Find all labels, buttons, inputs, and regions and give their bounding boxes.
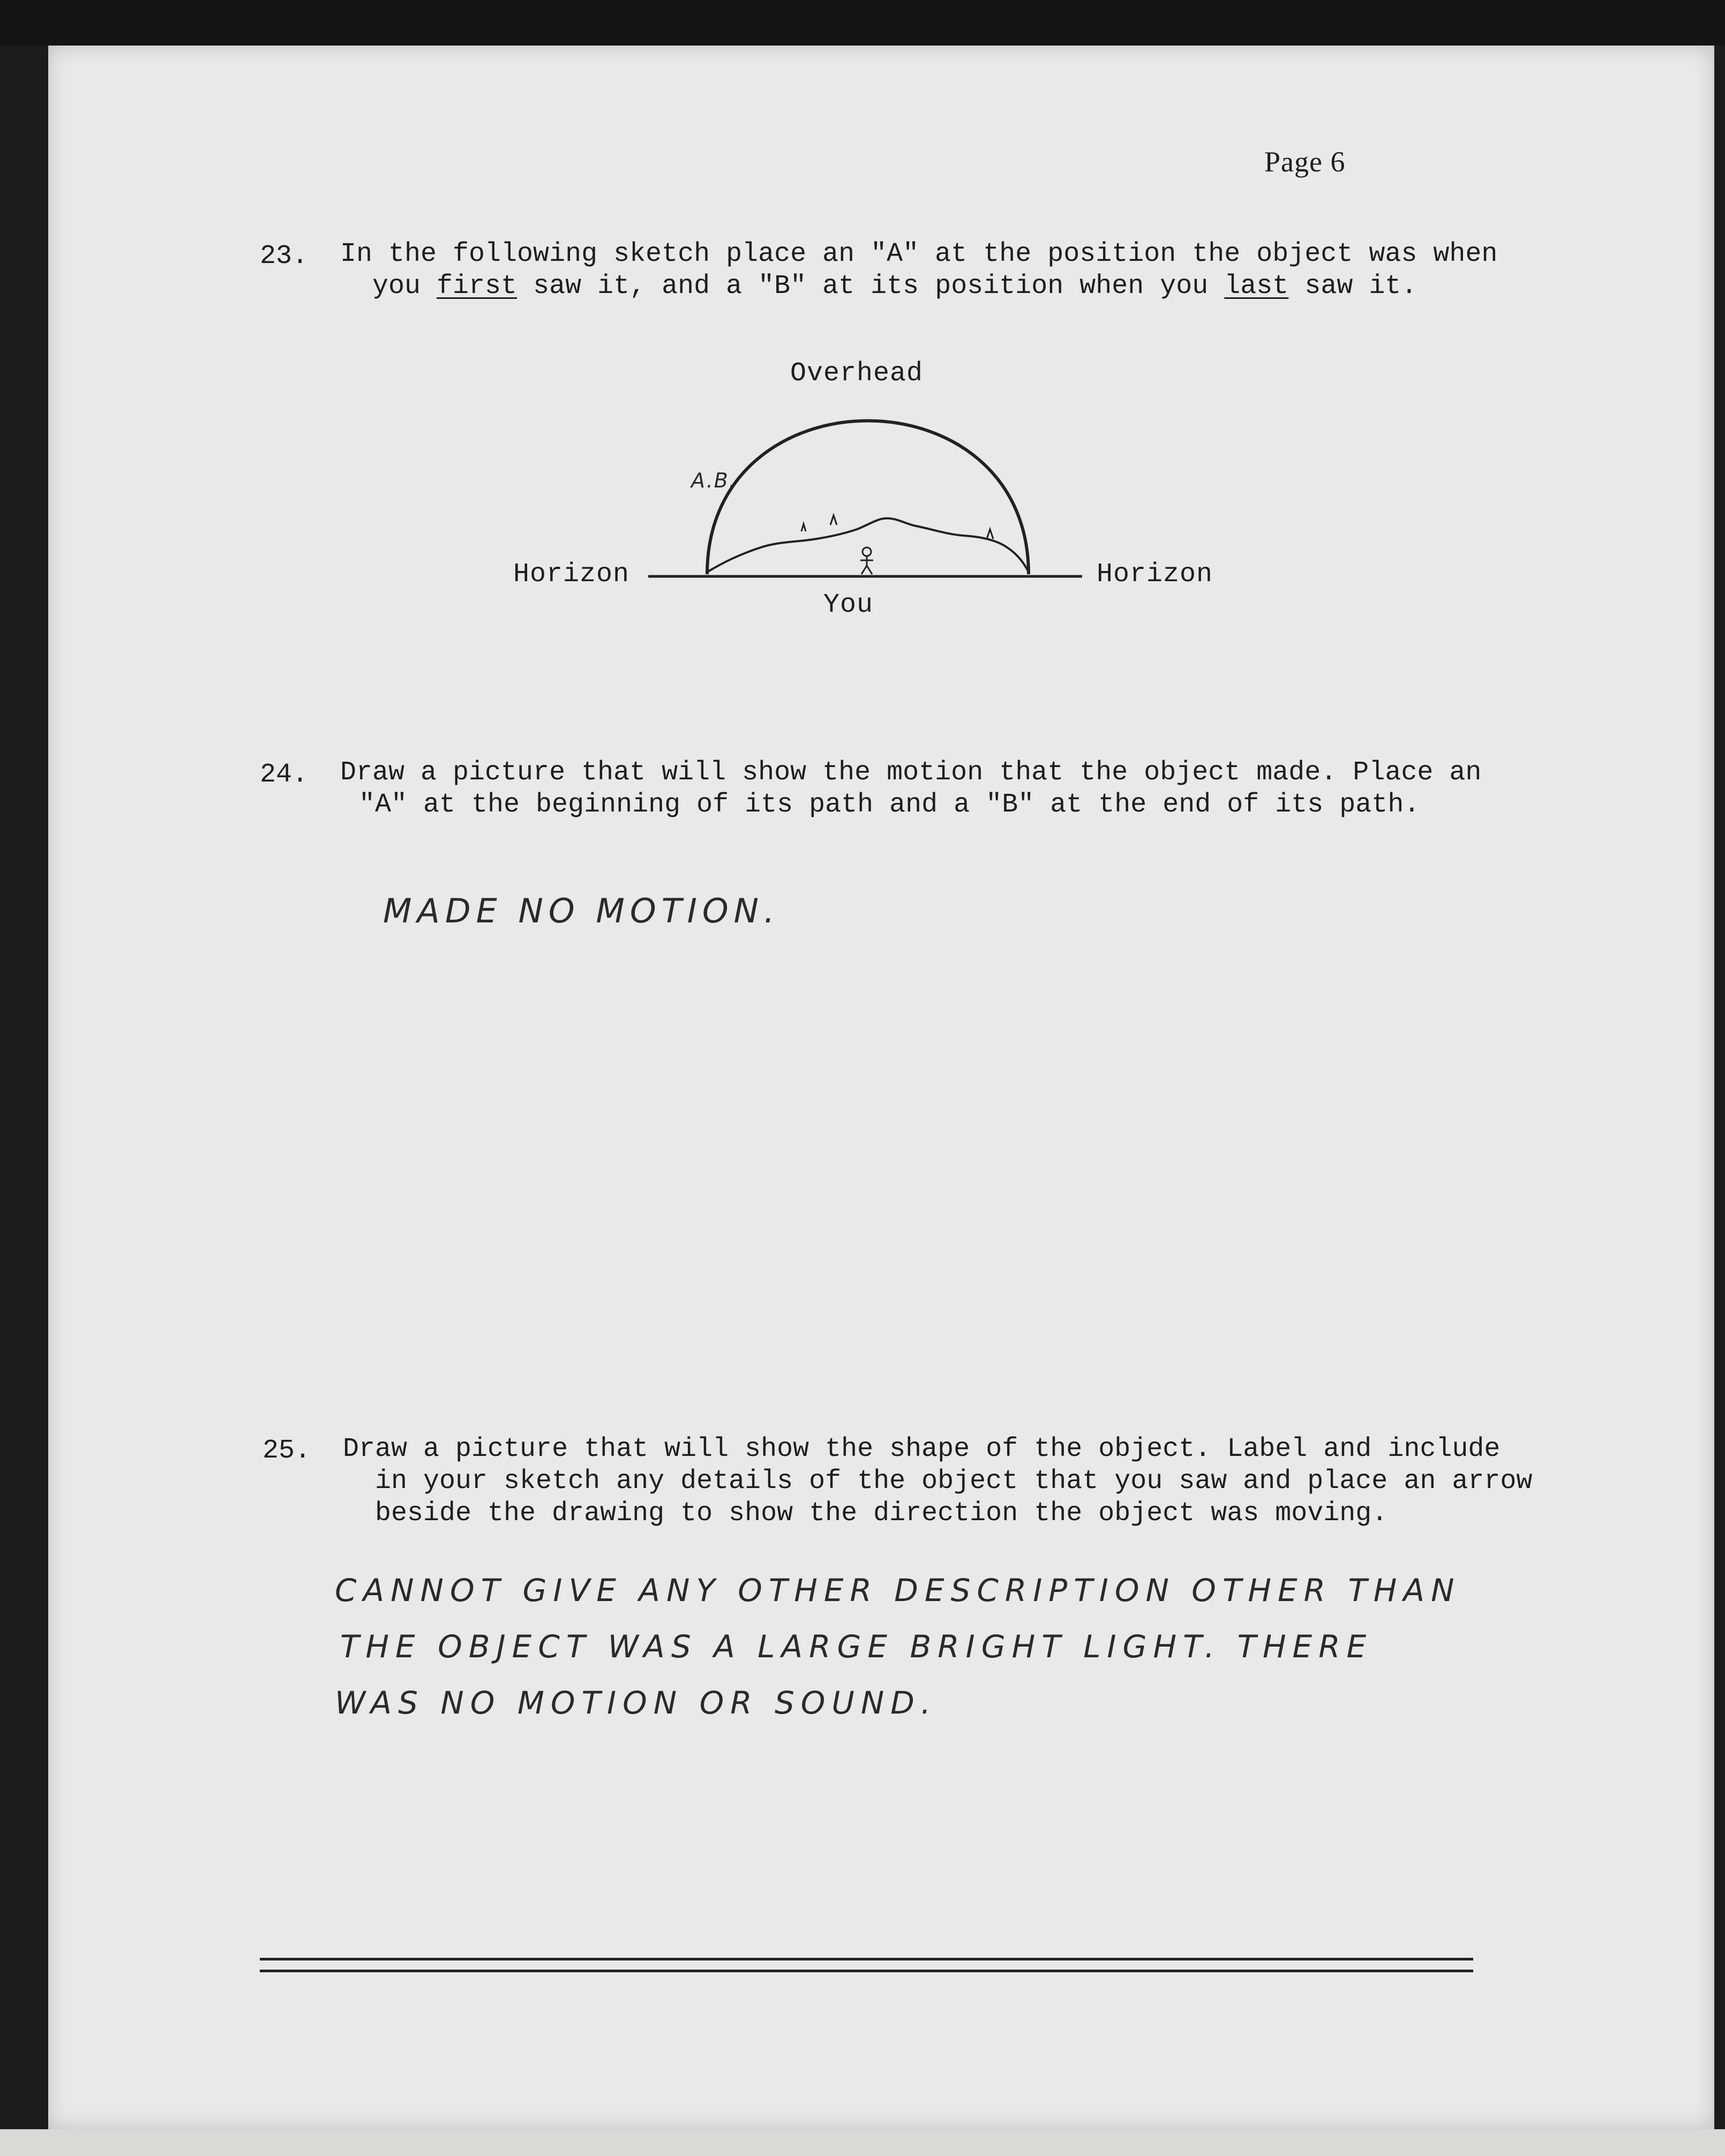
question-25-text [343,1433,1532,1530]
question-23-line-1: In the following sketch place an "A" at the position the object was when [340,239,1498,269]
question-24-line-2: "A" at the beginning of its path and a "B" at the end of its path. [359,790,1420,820]
bottom-rule-lower [260,1970,1473,1972]
question-23-line-2-part-c: saw it. [1288,271,1418,302]
answer-25-line-3: WAS NO MOTION OR SOUND. [335,1685,938,1721]
observer-stick-figure-icon [860,547,873,574]
question-25-line-3: beside the drawing to show the direction the object was moving. [375,1498,1388,1529]
answer-25-line-1: CANNOT GIVE ANY OTHER DESCRIPTION OTHER THAN [335,1572,1461,1609]
answer-25-line-2: THE OBJECT WAS A LARGE BRIGHT LIGHT. THERE [340,1628,1373,1665]
question-23-text [340,238,1497,303]
scan-bottom-edge [0,2129,1725,2156]
question-25-number: 25. [262,1436,311,1466]
hills-outline [707,519,1029,572]
question-23-line-2-part-a: you [372,271,437,302]
page-number: Page 6 [1264,146,1346,178]
question-24-line-1: Draw a picture that will show the motion that the object made. Place an [340,757,1482,788]
question-23-number: 23. [260,241,309,272]
sketch-label-horizon-left: Horizon [513,559,630,590]
sky-dome-arc [707,421,1029,575]
question-23-line-2 [340,271,1497,303]
sketch-label-you: You [823,590,874,620]
horizon-dome-sketch [632,407,1104,584]
tree-mark-icon [801,524,806,531]
answer-24-handwritten: MADE NO MOTION. [383,891,780,930]
bottom-rule-upper [260,1958,1473,1960]
scan-top-edge [0,0,1725,46]
emphasis-first: first [437,271,518,302]
tree-mark-icon [830,515,837,525]
question-24-text [340,757,1481,821]
sketch-handwritten-ab-mark: A.B. [691,469,737,492]
question-24-number: 24. [260,760,309,790]
sketch-label-overhead: Overhead [790,358,924,389]
emphasis-last: last [1224,271,1289,302]
question-25-line-1: Draw a picture that will show the shape of the object. Label and include [343,1434,1501,1464]
question-25-line-2: in your sketch any details of the object that you saw and place an arrow [375,1466,1533,1497]
tree-mark-icon [987,529,993,539]
sketch-label-horizon-right: Horizon [1097,559,1213,590]
question-23-line-2-part-b: saw it, and a "B" at its position when you [517,271,1225,302]
